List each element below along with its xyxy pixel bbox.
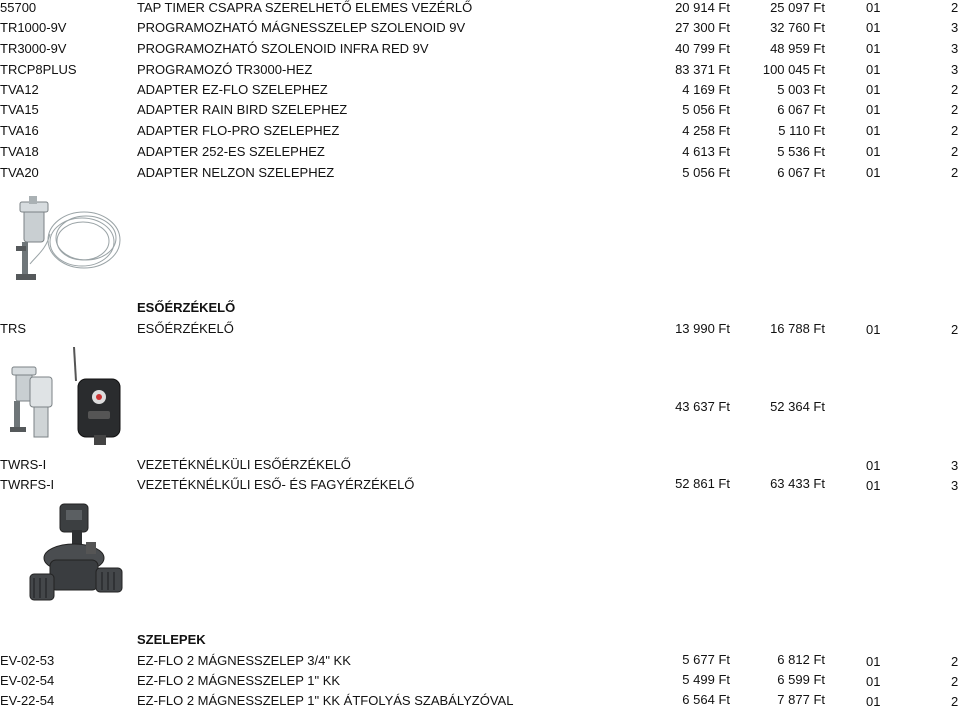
product-name: VEZETÉKNÉLKÜLI ESŐÉRZÉKELŐ bbox=[137, 457, 351, 472]
gross-price: 6 067 Ft bbox=[777, 165, 825, 180]
net-price: 4 169 Ft bbox=[682, 82, 730, 97]
category-code: 3 bbox=[951, 20, 959, 35]
category-code: 3 bbox=[951, 41, 959, 56]
product-code: TVA20 bbox=[0, 165, 39, 180]
category-code: 2 bbox=[951, 102, 959, 117]
product-code: 55700 bbox=[0, 0, 37, 15]
section-heading-valves: SZELEPEK bbox=[137, 632, 206, 647]
product-code: TVA16 bbox=[0, 123, 39, 138]
gross-price: 16 788 Ft bbox=[770, 321, 825, 336]
net-price: 5 677 Ft bbox=[682, 652, 730, 667]
net-price: 27 300 Ft bbox=[675, 20, 730, 35]
unit-code: 01 bbox=[866, 102, 881, 117]
category-code: 2 bbox=[951, 144, 959, 159]
gross-price: 52 364 Ft bbox=[770, 399, 825, 414]
gross-price: 48 959 Ft bbox=[770, 41, 825, 56]
gross-price: 25 097 Ft bbox=[770, 0, 825, 15]
product-code: TVA18 bbox=[0, 144, 39, 159]
category-code: 2 bbox=[951, 694, 959, 709]
product-name: EZ-FLO 2 MÁGNESSZELEP 1" KK bbox=[137, 673, 341, 688]
net-price: 83 371 Ft bbox=[675, 62, 730, 77]
product-code: TRS bbox=[0, 321, 26, 336]
product-name: PROGRAMOZHATÓ MÁGNESSZELEP SZOLENOID 9V bbox=[137, 20, 466, 35]
net-price: 5 056 Ft bbox=[682, 165, 730, 180]
product-code: TVA12 bbox=[0, 82, 39, 97]
net-price: 40 799 Ft bbox=[675, 41, 730, 56]
gross-price: 5 003 Ft bbox=[777, 82, 825, 97]
net-price: 52 861 Ft bbox=[675, 476, 730, 491]
product-name: PROGRAMOZÓ TR3000-HEZ bbox=[137, 62, 313, 77]
net-price: 5 056 Ft bbox=[682, 102, 730, 117]
unit-code: 01 bbox=[866, 144, 881, 159]
net-price: 43 637 Ft bbox=[675, 399, 730, 414]
category-code: 3 bbox=[951, 458, 959, 473]
category-code: 3 bbox=[951, 478, 959, 493]
unit-code: 01 bbox=[866, 62, 881, 77]
unit-code: 01 bbox=[866, 41, 881, 56]
product-name: EZ-FLO 2 MÁGNESSZELEP 1" KK ÁTFOLYÁS SZABÁLYZÓVAL bbox=[137, 693, 514, 708]
product-name: ADAPTER EZ-FLO SZELEPHEZ bbox=[137, 82, 328, 97]
category-code: 2 bbox=[951, 165, 959, 180]
product-code: TVA15 bbox=[0, 102, 39, 117]
category-code: 2 bbox=[951, 123, 959, 138]
gross-price: 6 067 Ft bbox=[777, 102, 825, 117]
product-name: VEZETÉKNÉLKŰLI ESŐ- ÉS FAGYÉRZÉKELŐ bbox=[137, 477, 415, 492]
solenoid-valve-icon bbox=[26, 502, 128, 614]
product-name: ESŐÉRZÉKELŐ bbox=[137, 321, 234, 336]
unit-code: 01 bbox=[866, 478, 881, 493]
gross-price: 6 599 Ft bbox=[777, 672, 825, 687]
product-code: EV-02-54 bbox=[0, 673, 55, 688]
gross-price: 6 812 Ft bbox=[777, 652, 825, 667]
section-heading-rain-sensor: ESŐÉRZÉKELŐ bbox=[137, 300, 236, 315]
product-code: TWRFS-I bbox=[0, 477, 55, 492]
unit-code: 01 bbox=[866, 654, 881, 669]
category-code: 2 bbox=[951, 654, 959, 669]
category-code: 2 bbox=[951, 0, 959, 15]
product-code: TR1000-9V bbox=[0, 20, 67, 35]
unit-code: 01 bbox=[866, 82, 881, 97]
gross-price: 5 110 Ft bbox=[778, 123, 825, 138]
product-name: EZ-FLO 2 MÁGNESSZELEP 3/4" KK bbox=[137, 653, 351, 668]
gross-price: 100 045 Ft bbox=[762, 62, 825, 77]
unit-code: 01 bbox=[866, 458, 881, 473]
category-code: 2 bbox=[951, 82, 959, 97]
unit-code: 01 bbox=[866, 20, 881, 35]
product-name: ADAPTER RAIN BIRD SZELEPHEZ bbox=[137, 102, 348, 117]
unit-code: 01 bbox=[866, 322, 881, 337]
category-code: 3 bbox=[951, 62, 959, 77]
net-price: 4 258 Ft bbox=[682, 123, 730, 138]
product-name: ADAPTER FLO-PRO SZELEPHEZ bbox=[137, 123, 340, 138]
rain-sensor-with-cable-icon bbox=[6, 194, 126, 290]
product-name: PROGRAMOZHATÓ SZOLENOID INFRA RED 9V bbox=[137, 41, 429, 56]
category-code: 2 bbox=[951, 322, 959, 337]
gross-price: 7 877 Ft bbox=[777, 692, 825, 707]
gross-price: 63 433 Ft bbox=[770, 476, 825, 491]
unit-code: 01 bbox=[866, 674, 881, 689]
product-code: TRCP8PLUS bbox=[0, 62, 77, 77]
product-code: EV-02-53 bbox=[0, 653, 55, 668]
product-code: TWRS-I bbox=[0, 457, 47, 472]
net-price: 4 613 Ft bbox=[682, 144, 730, 159]
wireless-rain-sensor-icon bbox=[8, 347, 126, 447]
unit-code: 01 bbox=[866, 0, 881, 15]
product-name: TAP TIMER CSAPRA SZERELHETŐ ELEMES VEZÉRLŐ bbox=[137, 0, 473, 15]
product-name: ADAPTER NELZON SZELEPHEZ bbox=[137, 165, 335, 180]
product-name: ADAPTER 252-ES SZELEPHEZ bbox=[137, 144, 325, 159]
net-price: 20 914 Ft bbox=[675, 0, 730, 15]
unit-code: 01 bbox=[866, 123, 881, 138]
net-price: 5 499 Ft bbox=[682, 672, 730, 687]
unit-code: 01 bbox=[866, 165, 881, 180]
product-code: EV-22-54 bbox=[0, 693, 55, 708]
unit-code: 01 bbox=[866, 694, 881, 709]
net-price: 6 564 Ft bbox=[682, 692, 730, 707]
gross-price: 32 760 Ft bbox=[770, 20, 825, 35]
product-code: TR3000-9V bbox=[0, 41, 67, 56]
gross-price: 5 536 Ft bbox=[777, 144, 825, 159]
net-price: 13 990 Ft bbox=[675, 321, 730, 336]
category-code: 2 bbox=[951, 674, 959, 689]
